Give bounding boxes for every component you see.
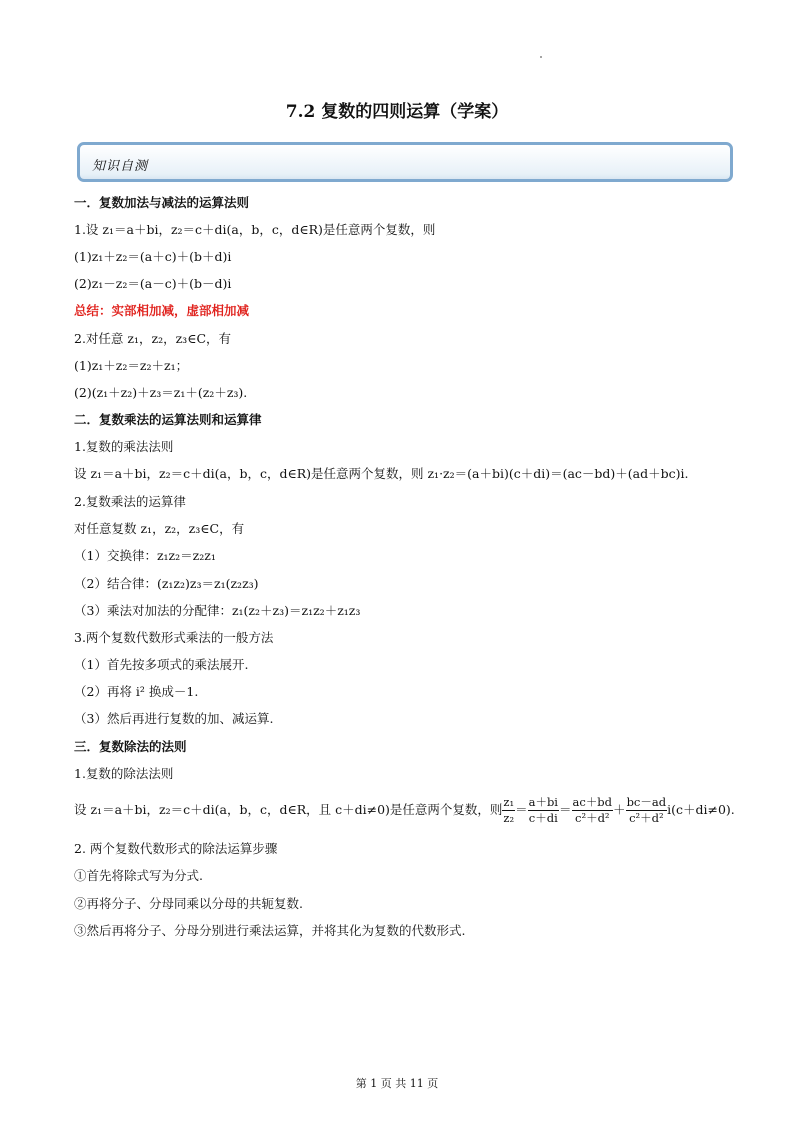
text-line: 1.复数的乘法法则	[74, 439, 174, 454]
scan-dot	[540, 56, 542, 58]
fraction-imag-part: $\frac{bc-ad}{\text{c²＋d²}}$	[626, 795, 667, 825]
text-line: （2）再将 i² 换成－1.	[74, 684, 199, 699]
text-line: 2. 两个复数代数形式的除法运算步骤	[74, 841, 278, 856]
fraction-z1-z2: $\frac{\text{z₁}}{\text{z₂}}$	[503, 795, 515, 825]
formula-suffix: i(c＋di≠0).	[667, 802, 735, 817]
text-line: 3.两个复数代数形式乘法的一般方法	[74, 630, 274, 645]
text-line: （3）乘法对加法的分配律：z₁(z₂＋z₃)＝z₁z₂＋z₁z₃	[74, 603, 361, 618]
text-line: （2）结合律：(z₁z₂)z₃＝z₁(z₂z₃)	[74, 576, 259, 591]
page-footer: 第 1 页 共 11 页	[355, 1077, 439, 1090]
text-line: (2)(z₁＋z₂)＋z₃＝z₁＋(z₂＋z₃).	[74, 385, 248, 400]
text-line: （1）首先按多项式的乘法展开.	[74, 657, 249, 672]
text-line: （1）交换律：z₁z₂＝z₂z₁	[74, 548, 216, 563]
text-line: 1.复数的除法法则	[74, 766, 174, 781]
text-line: ②再将分子、分母同乘以分母的共轭复数.	[74, 896, 303, 911]
text-line: ③然后再将分子、分母分别进行乘法运算，并将其化为复数的代数形式.	[74, 923, 466, 938]
heading-multiplication: 二．复数乘法的运算法则和运算律	[74, 412, 262, 427]
text-line: （3）然后再进行复数的加、减运算.	[74, 711, 274, 726]
text-line: 设 z₁＝a＋bi，z₂＝c＋di(a，b，c，d∈R)是任意两个复数，则 z₁·z₂＝(a＋bi)(c＋di)＝(ac－bd)＋(ad＋bc)i.	[74, 466, 689, 481]
summary-note: 总结：实部相加减，虚部相加减	[74, 303, 250, 318]
heading-division: 三．复数除法的法则	[74, 739, 187, 754]
text-line: (2)z₁－z₂＝(a－c)＋(b－d)i	[74, 276, 232, 291]
section-banner-label: 知识自测	[92, 159, 149, 174]
text-line: 对任意复数 z₁，z₂，z₃∈C，有	[74, 521, 245, 536]
text-line: (1)z₁＋z₂＝(a＋c)＋(b＋d)i	[74, 249, 232, 264]
text-line: ①首先将除式写为分式.	[74, 868, 203, 883]
section-banner	[77, 142, 733, 182]
heading-addition: 一．复数加法与减法的运算法则	[74, 195, 250, 210]
division-formula-line: 设 z₁＝a＋bi，z₂＝c＋di(a，b，c，d∈R，且 c＋di≠0)是任意两个复数，则 $\frac{\text{z₁}}{\text{z₂}}$ ＝ $\frac{a+bi}{c+di}$ ＝ $\frac{ac+bd}{\text{c²＋d²}}$ ＋ $\frac{bc-ad}{\text{c²＋d²}}$ i(c＋di≠0).	[74, 795, 735, 825]
fraction-real-part: $\frac{ac+bd}{\text{c²＋d²}}$	[572, 795, 613, 825]
page-title: 7.2 复数的四则运算（学案）	[285, 102, 509, 122]
text-line: 2.复数乘法的运算律	[74, 494, 186, 509]
fraction-a-bi: $\frac{a+bi}{c+di}$	[528, 795, 558, 825]
text-line: (1)z₁＋z₂＝z₂＋z₁；	[74, 358, 189, 373]
text-line: 1.设 z₁＝a＋bi，z₂＝c＋di(a，b，c，d∈R)是任意两个复数，则	[74, 222, 436, 237]
text-line: 2.对任意 z₁，z₂，z₃∈C，有	[74, 331, 232, 346]
formula-prefix: 设 z₁＝a＋bi，z₂＝c＋di(a，b，c，d∈R，且 c＋di≠0)是任意两个复数，则	[74, 802, 503, 817]
